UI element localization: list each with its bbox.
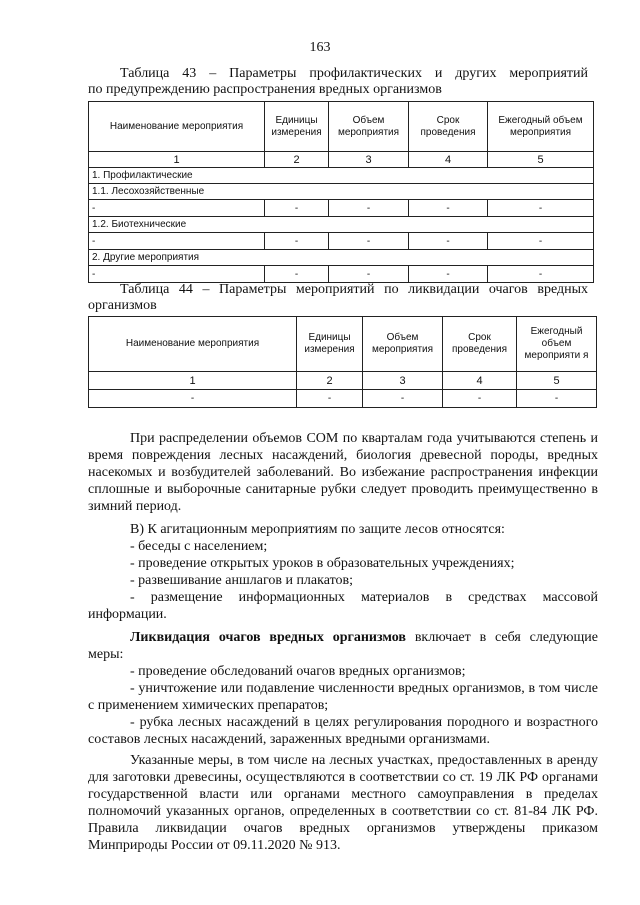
table-43-header-units: Единицы измерения — [265, 102, 329, 152]
table-44-header-name: Наименование мероприятия — [89, 317, 297, 372]
table-43-section-title: 1.2. Биотехнические — [89, 217, 594, 233]
table-43 — [88, 101, 594, 283]
table-44-header-units: Единицы измерения — [297, 317, 363, 372]
table-43-data-row — [89, 266, 594, 283]
paragraph-liquidation — [88, 629, 598, 663]
table-44-num-3: 3 — [363, 372, 443, 390]
table-cell: - — [265, 233, 329, 250]
liquidation-heading: Ликвидация очагов вредных организмов — [130, 630, 406, 645]
table-43-section-row — [89, 250, 594, 266]
table-43-header-term: Срок проведения — [409, 102, 488, 152]
table-cell: - — [329, 200, 409, 217]
table-44-header-annual: Ежегодный объем мероприяти я — [517, 317, 597, 372]
table-44-num-2: 2 — [297, 372, 363, 390]
page-number: 163 — [309, 40, 331, 55]
table-cell: - — [517, 390, 597, 408]
table-44-caption-line2: организмов — [88, 298, 157, 313]
table-43-num-3: 3 — [329, 152, 409, 168]
table-44-num-4: 4 — [443, 372, 517, 390]
list-item: - проведение обследований очагов вредных организмов; — [130, 664, 466, 679]
table-43-data-row — [89, 233, 594, 250]
body-text — [88, 430, 598, 854]
table-43-section-title: 1. Профилактические — [89, 168, 594, 184]
table-cell: - — [488, 266, 594, 283]
table-43-header-name: Наименование мероприятия — [89, 102, 265, 152]
table-cell: - — [409, 266, 488, 283]
table-43-num-1: 1 — [89, 152, 265, 168]
table-cell: - — [409, 200, 488, 217]
list-item: - беседы с населением; — [130, 539, 268, 554]
table-44-data-row — [89, 390, 597, 408]
list-item: - рубка лесных насаждений в целях регулирования породного и возрастного составов лесных насаждений, зараженных вредными организмами. — [88, 715, 598, 747]
list-item: - развешивание аншлагов и плакатов; — [130, 573, 354, 588]
table-44 — [88, 316, 597, 408]
table-cell: - — [443, 390, 517, 408]
table-44-num-5: 5 — [517, 372, 597, 390]
table-43-header-annual: Ежегодный объем мероприятия — [488, 102, 594, 152]
table-43-section-row — [89, 217, 594, 233]
paragraph-agitation: В) К агитационным мероприятиям по защите лесов относятся: — [130, 522, 505, 537]
table-cell: - — [89, 266, 265, 283]
table-43-section-row — [89, 168, 594, 184]
table-43-section-row — [89, 184, 594, 200]
table-cell: - — [488, 233, 594, 250]
table-44-caption — [88, 282, 588, 314]
table-44-header-volume: Объем мероприятия — [363, 317, 443, 372]
table-43-header-volume: Объем мероприятия — [329, 102, 409, 152]
table-cell: - — [363, 390, 443, 408]
table-44-number-row — [89, 372, 597, 390]
list-item: - уничтожение или подавление численности вредных организмов, в том числе с применением химических препаратов; — [88, 681, 598, 713]
table-cell: - — [89, 390, 297, 408]
table-43-num-4: 4 — [409, 152, 488, 168]
table-43-num-5: 5 — [488, 152, 594, 168]
table-44-caption-line1: Таблица 44 – Параметры мероприятий по ликвидации очагов вредных — [120, 282, 588, 297]
list-item: - проведение открытых уроков в образовательных учреждениях; — [130, 556, 515, 571]
table-43-header-row — [89, 102, 594, 152]
table-43-section-title: 2. Другие мероприятия — [89, 250, 594, 266]
table-43-num-2: 2 — [265, 152, 329, 168]
table-cell: - — [329, 266, 409, 283]
table-44-header-term: Срок проведения — [443, 317, 517, 372]
table-cell: - — [297, 390, 363, 408]
table-cell: - — [265, 266, 329, 283]
table-43-data-row — [89, 200, 594, 217]
table-44-header-row — [89, 317, 597, 372]
table-cell: - — [89, 200, 265, 217]
table-43-caption-line1: Таблица 43 – Параметры профилактических и других мероприятий — [120, 66, 588, 81]
table-43-caption — [88, 66, 588, 98]
table-43-caption-line2: по предупреждению распространения вредных организмов — [88, 82, 442, 97]
table-cell: - — [265, 200, 329, 217]
table-cell: - — [488, 200, 594, 217]
table-cell: - — [409, 233, 488, 250]
table-43-number-row — [89, 152, 594, 168]
paragraph-measures: Указанные меры, в том числе на лесных участках, предоставленных в аренду для заготовки древесины, осуществляются в соответствии со ст. 19 ЛК РФ органами государственной власти или органами местного самоуправления в пределах полномочий указанных органов, определенных в соответствии со ст. 81-84 ЛК РФ. Правила ликвидации очагов вредных организмов утверждены приказом Минприроды России от 09.11.2020 № 913. — [88, 753, 598, 853]
table-cell: - — [329, 233, 409, 250]
list-item: - размещение информационных материалов в средствах массовой информации. — [88, 590, 598, 622]
paragraph-distribution: При распределении объемов СОМ по кварталам года учитываются степень и время повреждения лесных насаждений, биология древесной породы, вредных насекомых и возбудителей заболеваний. Во избежание распространения инфекции сплошные и выборочные санитарные рубки следует проводить преимущественно в зимний период. — [88, 431, 598, 514]
table-43-section-title: 1.1. Лесохозяйственные — [89, 184, 594, 200]
table-cell: - — [89, 233, 265, 250]
table-44-num-1: 1 — [89, 372, 297, 390]
liquidation-intro: включает в себя следующие меры: — [88, 630, 598, 662]
